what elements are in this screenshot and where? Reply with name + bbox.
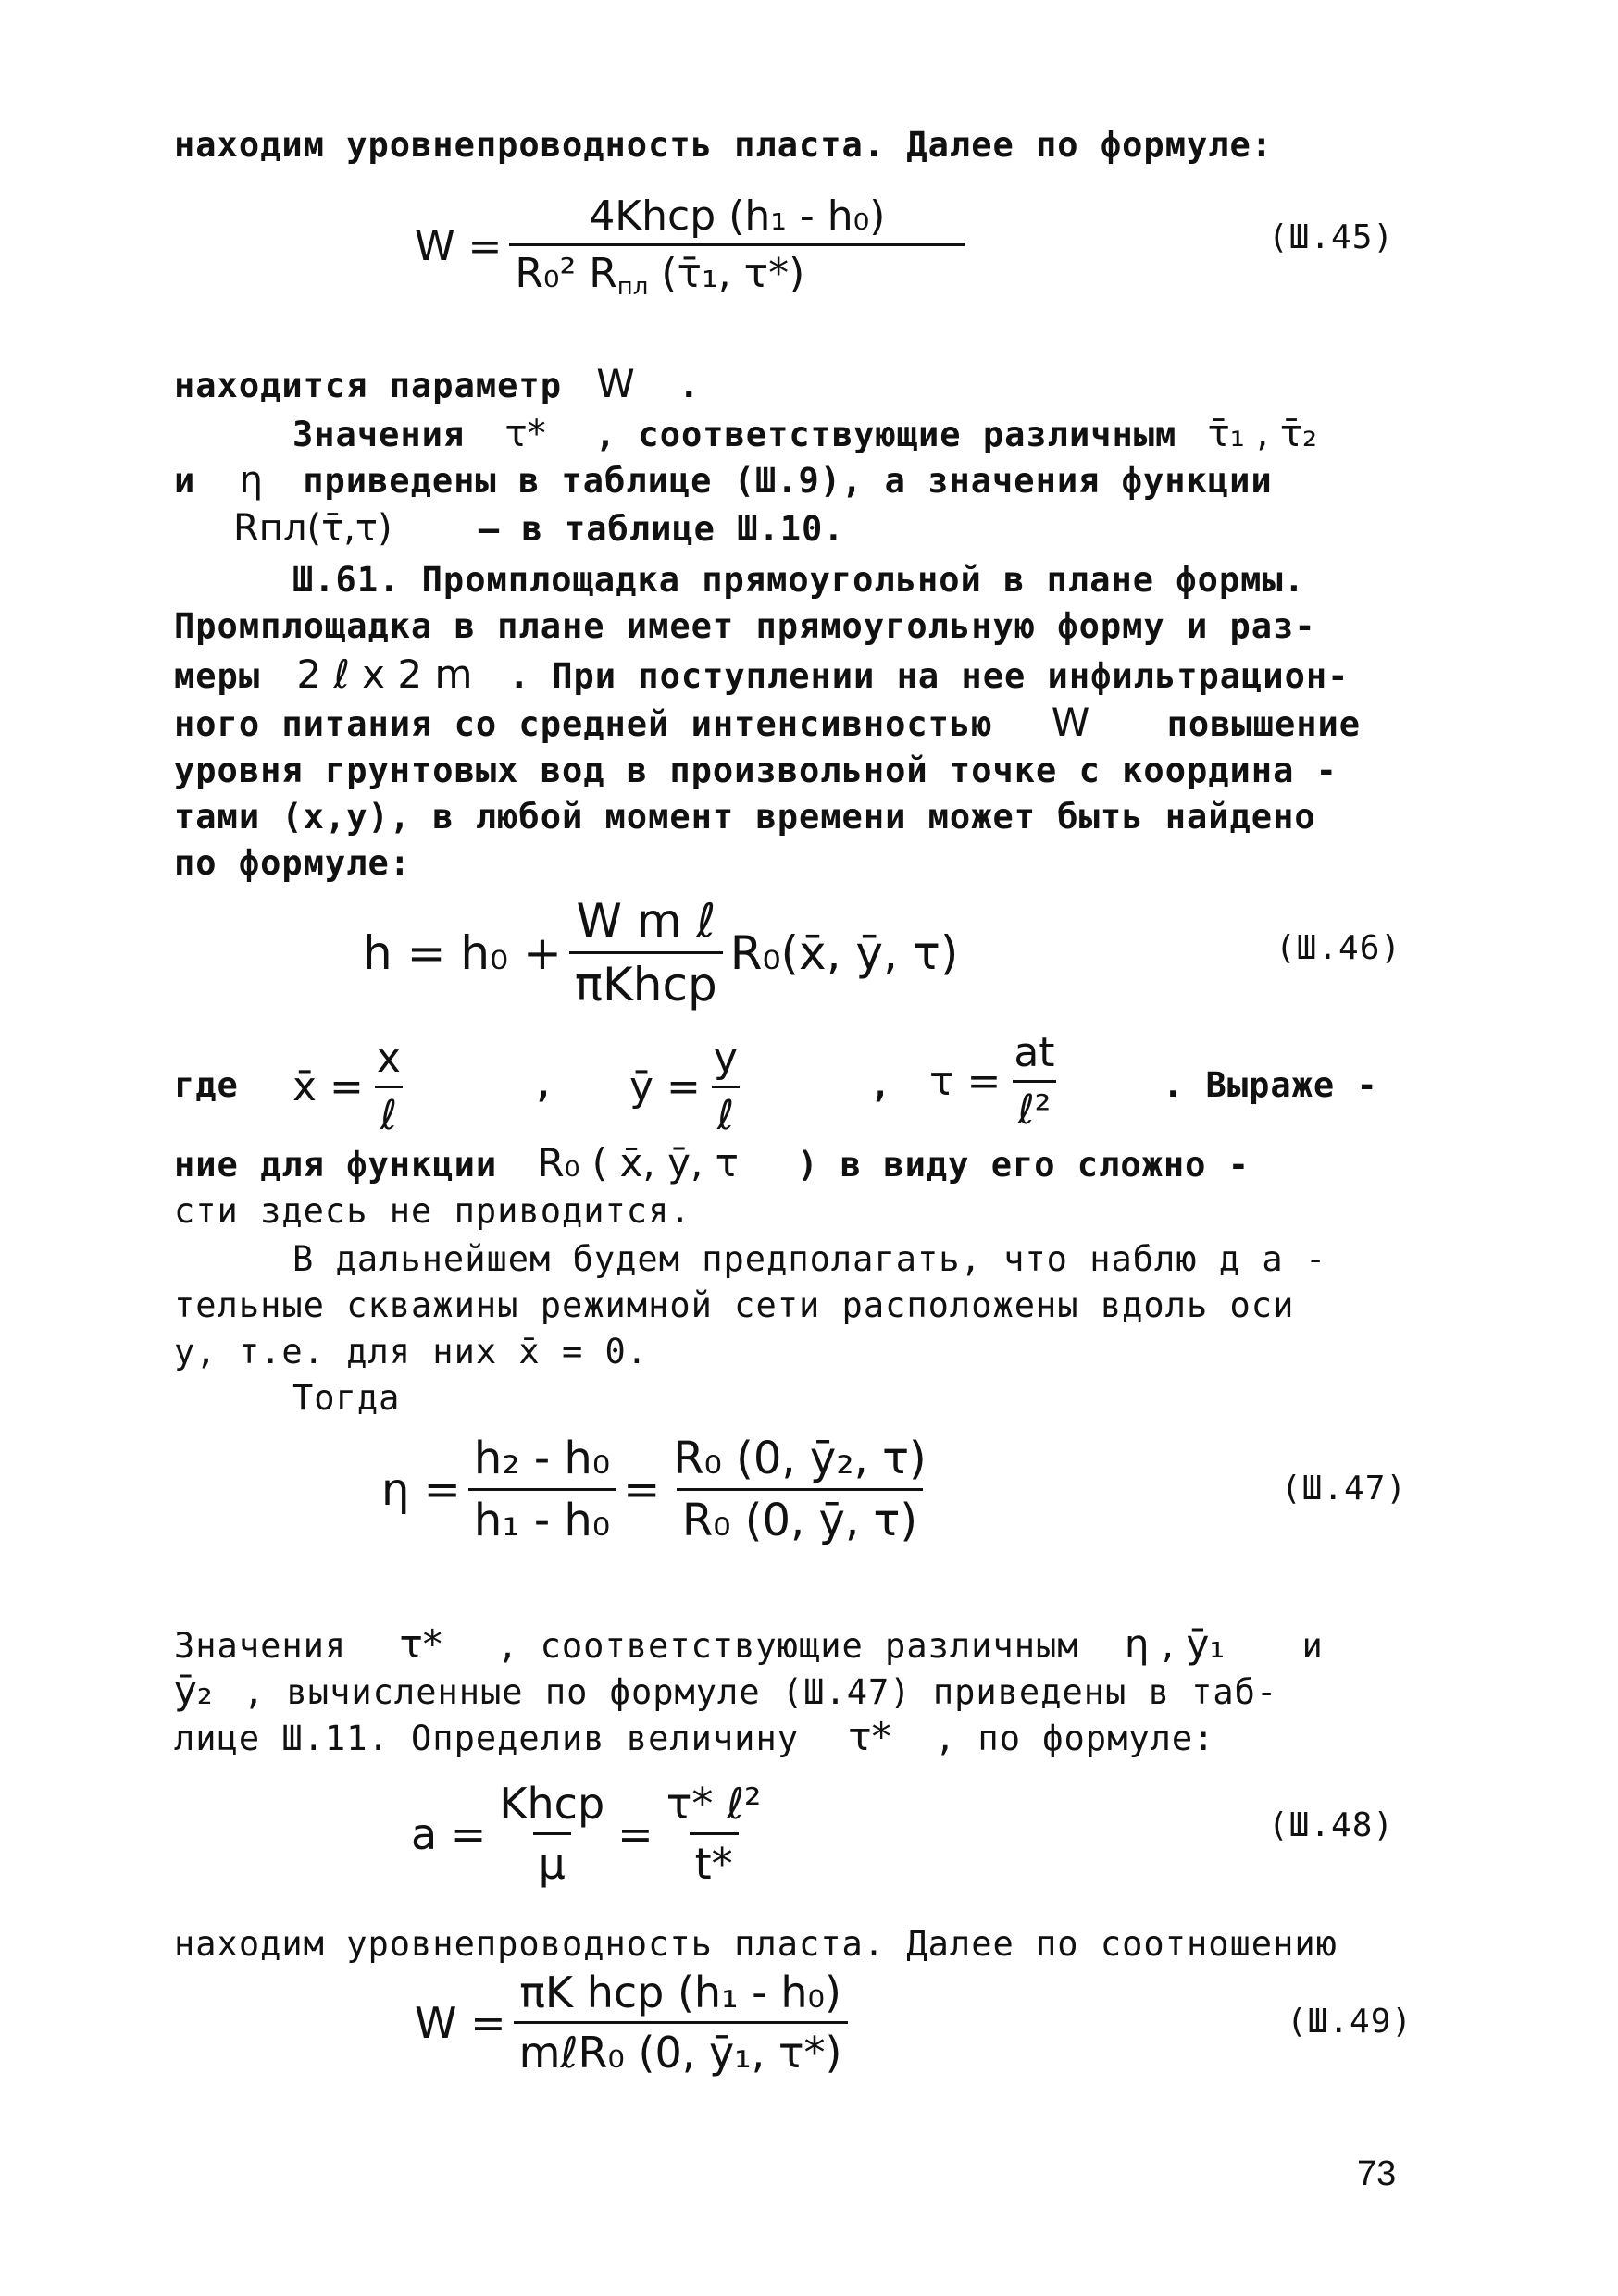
where-y	[629, 1035, 751, 1139]
tau2-l2-b: , вычисленные по формуле (Ш.47) приведены в таб-	[243, 1672, 1278, 1712]
tau1-b: , соответствующие различным	[594, 415, 1177, 454]
eq45-label: (Ш.45)	[1268, 218, 1395, 256]
section-l3-sym: 2 ℓ x 2 m	[296, 652, 473, 697]
tau3-sym: Rпл(τ̄,τ)	[233, 507, 392, 550]
equation-48	[411, 1779, 774, 1889]
where-line-2	[174, 1140, 1414, 1188]
eq47-lhs: η =	[381, 1463, 461, 1516]
section-line-3	[174, 652, 1414, 700]
eq48-lhs: a =	[411, 1808, 487, 1859]
section-l4-a: ного питания со средней интенсивностью	[174, 704, 993, 744]
eq45-denominator	[509, 243, 965, 301]
equation-45	[415, 192, 972, 301]
obs-line-2: тельные скважины режимной сети расположены вдоль оси	[174, 1285, 1295, 1325]
where-y-den: ℓ	[712, 1086, 740, 1139]
eq47-label: (Ш.47)	[1281, 1470, 1408, 1508]
para-w-end: .	[678, 366, 701, 405]
where-x-lhs: x̄ =	[292, 1063, 364, 1111]
tau2-a: и	[174, 461, 196, 501]
where-t	[929, 1029, 1068, 1134]
tau2-l2-sym: ȳ₂	[174, 1668, 213, 1713]
eq46-rhs: R₀(x̄, ȳ, τ)	[729, 925, 959, 980]
eq49-numerator: πK hср (h₁ - h₀)	[519, 1967, 841, 2017]
eq47-frac-2	[667, 1433, 931, 1546]
eq49-fraction	[514, 1967, 848, 2078]
tau2-l1-c: и	[1301, 1626, 1324, 1666]
where-tail: . Выраже -	[1163, 1065, 1378, 1105]
section-line-1: Ш.61. Промплощадка прямоугольной в плане формы.	[292, 560, 1305, 600]
tau1-sym: τ*	[504, 413, 546, 455]
equation-47	[381, 1433, 940, 1546]
where-y-frac	[708, 1035, 743, 1139]
where-t-den: ℓ²	[1013, 1080, 1057, 1134]
eq46-fraction	[569, 894, 723, 1011]
where-t-frac	[1008, 1029, 1060, 1134]
section-l3-b: . При поступлении на нее инфильтрацион-	[508, 656, 1350, 696]
eq47-equals: =	[623, 1463, 661, 1516]
eq49-label: (Ш.49)	[1287, 2003, 1413, 2041]
eq46-lhs: h = h₀ +	[363, 925, 562, 980]
section-line-5: уровня грунтовых вод в произвольной точке с координа -	[174, 751, 1338, 790]
where-x-den: ℓ	[375, 1086, 403, 1139]
page-number: 73	[1357, 2154, 1397, 2193]
where-x	[292, 1035, 414, 1139]
tau2-l1-b: , соответствующие различным	[497, 1626, 1079, 1666]
section-line-2: Промплощадка в плане имеет прямоугольную форму и раз-	[174, 606, 1316, 646]
tau2-l3-a: лице Ш.11. Определив величину	[174, 1719, 800, 1758]
eq49-denominator: mℓR₀ (0, ȳ₁, τ*)	[514, 2021, 848, 2078]
obs-line-1: В дальнейшем будем предполагать, что наблю д а -	[292, 1239, 1327, 1279]
where-t-lhs: τ =	[929, 1058, 1002, 1105]
eq47-frac-1	[468, 1433, 616, 1546]
eq46-denominator: πKhср	[569, 951, 723, 1011]
where-word: где	[174, 1065, 239, 1105]
equation-49	[415, 1967, 855, 2078]
tau1-sym2: τ̄₁ , τ̄₂	[1207, 413, 1317, 455]
eq45-den-sub: пл	[616, 273, 649, 301]
tau2-l1-a: Значения	[174, 1626, 347, 1666]
where-y-lhs: ȳ =	[629, 1063, 701, 1111]
eq47-den-2: R₀ (0, ȳ, τ)	[677, 1488, 923, 1546]
where-l2-a: ние для функции	[174, 1145, 498, 1185]
para-w-text: находится параметр	[174, 366, 562, 405]
where-l2-b: ) в виду его сложно -	[797, 1145, 1251, 1185]
equation-46	[363, 894, 958, 1011]
where-t-num: at	[1014, 1029, 1055, 1076]
text-line-w	[174, 361, 1414, 409]
tau2-sym: η	[239, 459, 263, 502]
tau2-b: приведены в таблице (Ш.9), а значения функции	[303, 461, 1273, 501]
eq48-num-2: τ* ℓ²	[666, 1779, 762, 1829]
para-w-symbol: W	[596, 361, 635, 406]
eq47-den-1: h₁ - h₀	[468, 1488, 616, 1546]
text-line-tau-1	[292, 411, 1414, 458]
section-line-6: тами (x,y), в любой момент времени может быть найдено	[174, 797, 1316, 837]
eq45-lhs: W =	[415, 223, 503, 270]
eq45-den-a: R₀² R	[515, 250, 617, 297]
tau3-b: – в таблице Ш.10.	[478, 509, 845, 549]
text-line-tau-3	[233, 505, 1474, 552]
where-line-3: сти здесь не приводится.	[174, 1191, 691, 1231]
tau2-line-1	[174, 1621, 1414, 1669]
eq48-den-1: μ	[533, 1832, 571, 1889]
eq48-den-2: t*	[690, 1832, 739, 1889]
eq47-num-2: R₀ (0, ȳ₂, τ)	[673, 1433, 927, 1484]
section-l4-b: повышение	[1166, 704, 1362, 744]
section-line-7: по формуле:	[174, 843, 412, 883]
where-comma-2: ,	[870, 1065, 892, 1105]
eq48-frac-1	[493, 1779, 610, 1889]
eq48-label: (Ш.48)	[1268, 1806, 1395, 1844]
eq48-num-1: Khср	[499, 1779, 605, 1829]
eq46-numerator: W m ℓ	[576, 894, 716, 948]
obs-line-4: Тогда	[292, 1378, 401, 1418]
eq48-frac-2	[661, 1779, 767, 1889]
section-l3-a: меры	[174, 656, 261, 696]
text-line-tau-2	[174, 457, 1414, 504]
obs-line-3: у, т.е. для них x̄ = 0.	[174, 1332, 649, 1371]
eq45-numerator: 4Khср (h₁ - h₀)	[589, 192, 886, 240]
tau2-l3-b: , по формуле:	[934, 1719, 1215, 1758]
section-l4-sym: W	[1051, 700, 1090, 745]
eq45-fraction	[509, 192, 965, 301]
where-x-frac	[371, 1035, 406, 1139]
eq47-num-1: h₂ - h₀	[473, 1433, 611, 1484]
eq46-label: (Ш.46)	[1276, 929, 1402, 967]
eq45-den-b: (τ̄₁, τ*)	[648, 250, 805, 297]
tau2-l1-sym: τ*	[399, 1621, 442, 1667]
where-comma-1: ,	[533, 1065, 555, 1105]
tau1-a: Значения	[292, 415, 466, 454]
eq49-lhs: W =	[415, 1997, 506, 2048]
tau2-l1-sym2: η , ȳ₁	[1124, 1621, 1226, 1667]
text-line-bottom: находим уровнепроводность пласта. Далее по соотношению	[174, 1924, 1338, 1964]
tau2-line-3	[174, 1714, 1414, 1762]
section-line-4	[174, 700, 1414, 748]
text-line-1: находим уровнепроводность пласта. Далее по формуле:	[174, 125, 1274, 165]
where-l2-sym: R₀ ( x̄, ȳ, τ	[537, 1140, 739, 1185]
tau2-l3-sym: τ*	[848, 1714, 891, 1759]
eq48-equals: =	[617, 1808, 653, 1859]
tau2-line-2	[174, 1668, 1414, 1716]
where-x-num: x	[376, 1035, 401, 1082]
where-y-num: y	[713, 1035, 738, 1082]
